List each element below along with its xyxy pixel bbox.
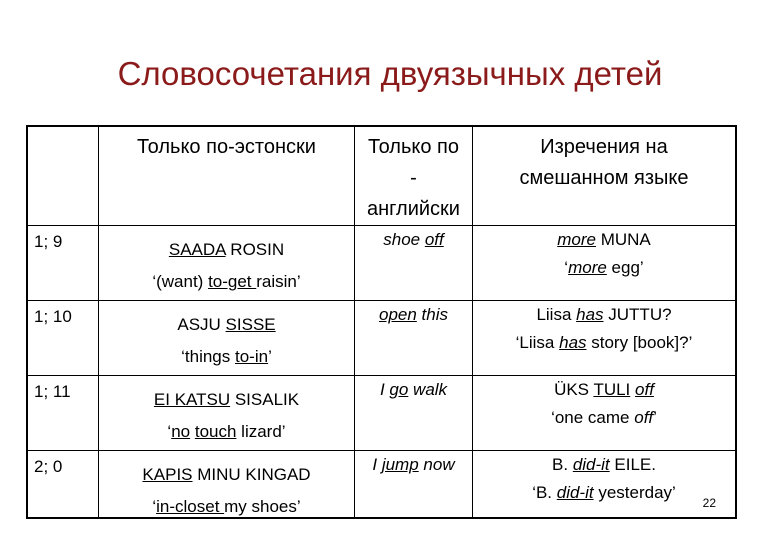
text-run: ’	[653, 408, 657, 427]
english-phrase	[355, 226, 472, 250]
mixed-phrase	[473, 451, 735, 475]
text-run: JUTTU?	[603, 305, 672, 324]
text-run: off	[634, 408, 654, 427]
text-run: touch	[194, 422, 237, 441]
slide-title: Словосочетания двуязычных детей	[117, 55, 663, 92]
text-run: this	[416, 305, 448, 324]
english-phrase	[355, 376, 472, 400]
mixed-gloss	[473, 325, 735, 353]
age-cell: 2; 0	[27, 451, 99, 519]
header-english-line1: Только по	[367, 136, 460, 158]
estonian-gloss	[99, 410, 354, 442]
header-estonian: Только по-эстонски	[99, 126, 355, 226]
text-run: MUNA	[595, 230, 651, 249]
estonian-phrase	[99, 376, 354, 410]
header-mixed-line1: Изречения на	[540, 136, 668, 158]
text-run: ÜKS	[554, 380, 594, 399]
text-run: jump	[381, 455, 419, 474]
mixed-gloss	[473, 250, 735, 278]
text-run: ASJU	[177, 315, 226, 334]
estonian-cell	[99, 376, 355, 451]
text-run: ‘Liisa	[515, 333, 560, 352]
mixed-phrase	[473, 226, 735, 250]
bilingual-table	[26, 125, 737, 519]
text-run: shoe	[383, 230, 425, 249]
estonian-phrase	[99, 451, 354, 485]
text-run: ‘things	[181, 347, 235, 366]
english-cell	[355, 301, 473, 376]
mixed-phrase	[473, 376, 735, 400]
mixed-gloss	[473, 475, 735, 503]
text-run: ‘one came	[551, 408, 635, 427]
text-run: my shoes’	[224, 497, 301, 516]
text-run: Liisa	[536, 305, 577, 324]
text-run: off	[635, 380, 654, 399]
mixed-cell	[473, 226, 737, 301]
age-cell: 1; 10	[27, 301, 99, 376]
text-run: B.	[552, 455, 573, 474]
text-run: more	[568, 258, 607, 277]
text-run: story [book]?’	[586, 333, 693, 352]
english-cell	[355, 376, 473, 451]
header-age	[27, 126, 99, 226]
text-run: to-get	[208, 272, 257, 291]
text-run: ‘	[564, 258, 569, 277]
text-run: MINU KINGAD	[192, 465, 311, 484]
header-english	[355, 126, 473, 226]
text-run: has	[559, 333, 587, 352]
header-english-line2: -	[410, 167, 417, 189]
estonian-gloss	[99, 485, 354, 517]
header-english-line3: английски	[367, 198, 460, 220]
text-run: TULI	[593, 380, 631, 399]
estonian-gloss	[99, 335, 354, 367]
text-run: no	[171, 422, 191, 441]
text-run: EILE.	[609, 455, 656, 474]
header-mixed-line2: смешанном языке	[519, 167, 689, 189]
text-run: ‘B.	[532, 483, 557, 502]
text-run: yesterday’	[593, 483, 676, 502]
english-phrase	[355, 451, 472, 475]
mixed-cell	[473, 376, 737, 451]
page-number: 22	[702, 496, 716, 510]
text-run: lizard’	[236, 422, 286, 441]
text-run: I	[379, 380, 390, 399]
text-run: open	[378, 305, 417, 324]
table-row	[27, 451, 736, 519]
text-run: more	[557, 230, 596, 249]
age-cell: 1; 11	[27, 376, 99, 451]
text-run: ‘	[167, 422, 172, 441]
text-run: in-closet	[156, 497, 225, 516]
estonian-phrase	[99, 301, 354, 335]
text-run: EI KATSU	[153, 390, 231, 409]
header-row	[27, 126, 736, 226]
estonian-cell	[99, 301, 355, 376]
mixed-cell	[473, 451, 737, 519]
mixed-cell	[473, 301, 737, 376]
mixed-gloss	[473, 400, 735, 428]
text-run: raisin’	[256, 272, 301, 291]
text-run: ‘(want)	[152, 272, 209, 291]
table-row	[27, 226, 736, 301]
estonian-cell	[99, 226, 355, 301]
text-run: I	[372, 455, 382, 474]
table-row	[27, 301, 736, 376]
age-cell: 1; 9	[27, 226, 99, 301]
text-run: SAADA	[168, 240, 226, 259]
estonian-phrase	[99, 226, 354, 260]
text-run: SISALIK	[230, 390, 300, 409]
text-run: did-it	[572, 455, 610, 474]
text-run: ’	[268, 347, 272, 366]
text-run: has	[576, 305, 604, 324]
estonian-cell	[99, 451, 355, 519]
text-run: ‘	[152, 497, 157, 516]
text-run: now	[418, 455, 455, 474]
text-run: to-in	[235, 347, 269, 366]
text-run: egg’	[606, 258, 644, 277]
text-run: ROSIN	[225, 240, 285, 259]
text-run: SISSE	[225, 315, 276, 334]
text-run: KAPIS	[142, 465, 193, 484]
text-run: go	[389, 380, 409, 399]
english-cell	[355, 226, 473, 301]
mixed-phrase	[473, 301, 735, 325]
text-run: walk	[408, 380, 448, 399]
text-run: did-it	[556, 483, 594, 502]
header-mixed	[473, 126, 737, 226]
english-cell	[355, 451, 473, 519]
english-phrase	[355, 301, 472, 325]
table-row	[27, 376, 736, 451]
text-run: off	[424, 230, 444, 249]
estonian-gloss	[99, 260, 354, 292]
